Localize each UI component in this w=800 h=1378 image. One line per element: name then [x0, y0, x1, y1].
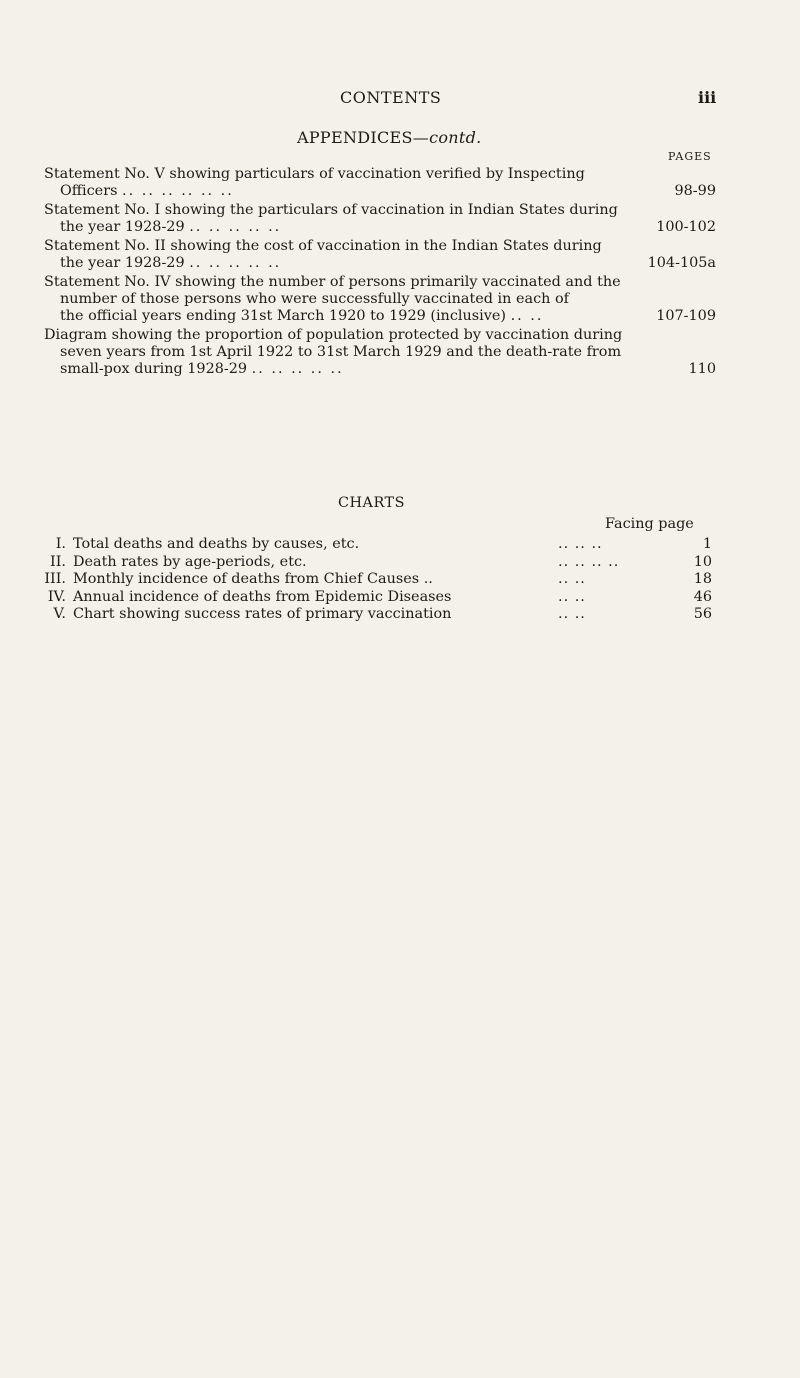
appendix-entry: [44, 202, 716, 236]
entry-line: Statement No. II showing the cost of vaccination in the Indian States during: [44, 238, 602, 254]
entry-line-cont: Officers: [60, 183, 118, 199]
entry-line-cont: the official years ending 31st March 1920 to 1929 (inclusive): [60, 308, 506, 324]
entry-line: Statement No. V showing particulars of vaccination verified by Inspecting: [44, 166, 585, 182]
charts-title: CHARTS: [338, 495, 405, 511]
chart-list: [38, 536, 712, 624]
entry-pages: 107-109: [656, 308, 716, 324]
chart-number: II.: [50, 553, 66, 570]
leader-dots: .. .. .. .. ..: [189, 219, 282, 235]
chart-list-item: [38, 606, 712, 624]
section-title: [297, 128, 482, 147]
leader-dots: .. .. .. .. ..: [251, 361, 344, 377]
chart-page: 56: [693, 606, 712, 622]
chart-label: Total deaths and deaths by causes, etc.: [73, 536, 360, 552]
leader-dots: .. ..: [558, 588, 586, 605]
pages-column-header: PAGES: [668, 150, 712, 163]
chart-page: 1: [702, 536, 712, 552]
leader-dots: .. .. ..: [558, 536, 603, 552]
appendix-entry: [44, 327, 716, 378]
chart-list-item: [38, 571, 712, 589]
entry-line: Statement No. I showing the particulars of vaccination in Indian States during: [44, 202, 618, 218]
entry-pages: 110: [688, 361, 716, 377]
entry-pages: 104-105a: [647, 255, 716, 271]
leader-dots: .. ..: [558, 571, 586, 587]
entry-line-cont: seven years from 1st April 1922 to 31st March 1929 and the death-rate from: [60, 344, 622, 360]
facing-page-header: Facing page: [605, 516, 694, 532]
entry-line: Statement No. IV showing the number of persons primarily vaccinated and the: [44, 274, 621, 290]
appendix-entry: [44, 238, 716, 272]
section-title-main: APPENDICES: [297, 128, 413, 147]
entry-line-cont: the year 1928-29: [60, 219, 185, 235]
chart-page: 18: [693, 571, 712, 587]
entry-pages: 98-99: [674, 183, 716, 199]
running-head: CONTENTS: [340, 88, 442, 107]
chart-number: IV.: [47, 588, 66, 605]
leader-dots: .. .. .. ..: [558, 553, 620, 570]
leader-dots: .. .. .. .. .. ..: [122, 183, 234, 199]
chart-list-item: [38, 536, 712, 554]
entry-line-cont: small-pox during 1928-29: [60, 361, 248, 377]
chart-label: Death rates by age-periods, etc.: [73, 553, 307, 570]
chart-list-item: [38, 589, 712, 607]
leader-dots: .. .. .. .. ..: [189, 255, 282, 271]
appendix-entry: [44, 166, 716, 200]
chart-number: V.: [53, 606, 66, 622]
chart-number: I.: [55, 536, 66, 552]
appendix-entry: [44, 274, 716, 325]
entry-line-cont: the year 1928-29: [60, 255, 185, 271]
entry-pages: 100-102: [656, 219, 716, 235]
appendix-entries: [44, 166, 716, 380]
leader-dots: .. ..: [558, 606, 586, 622]
entry-line-cont: number of those persons who were successfully vaccinated in each of: [60, 291, 569, 307]
chart-page: 46: [693, 588, 712, 605]
section-title-suffix: —contd.: [412, 128, 482, 147]
chart-label: Annual incidence of deaths from Epidemic Diseases: [73, 588, 452, 605]
chart-page: 10: [693, 553, 712, 570]
leader-dots: .. ..: [510, 308, 544, 324]
chart-label: Monthly incidence of deaths from Chief Causes ..: [73, 571, 433, 587]
chart-label: Chart showing success rates of primary vaccination: [73, 606, 452, 622]
chart-number: III.: [44, 571, 66, 587]
entry-line: Diagram showing the proportion of population protected by vaccination during: [44, 327, 623, 343]
page-number: iii: [698, 88, 717, 107]
chart-list-item: [38, 554, 712, 572]
